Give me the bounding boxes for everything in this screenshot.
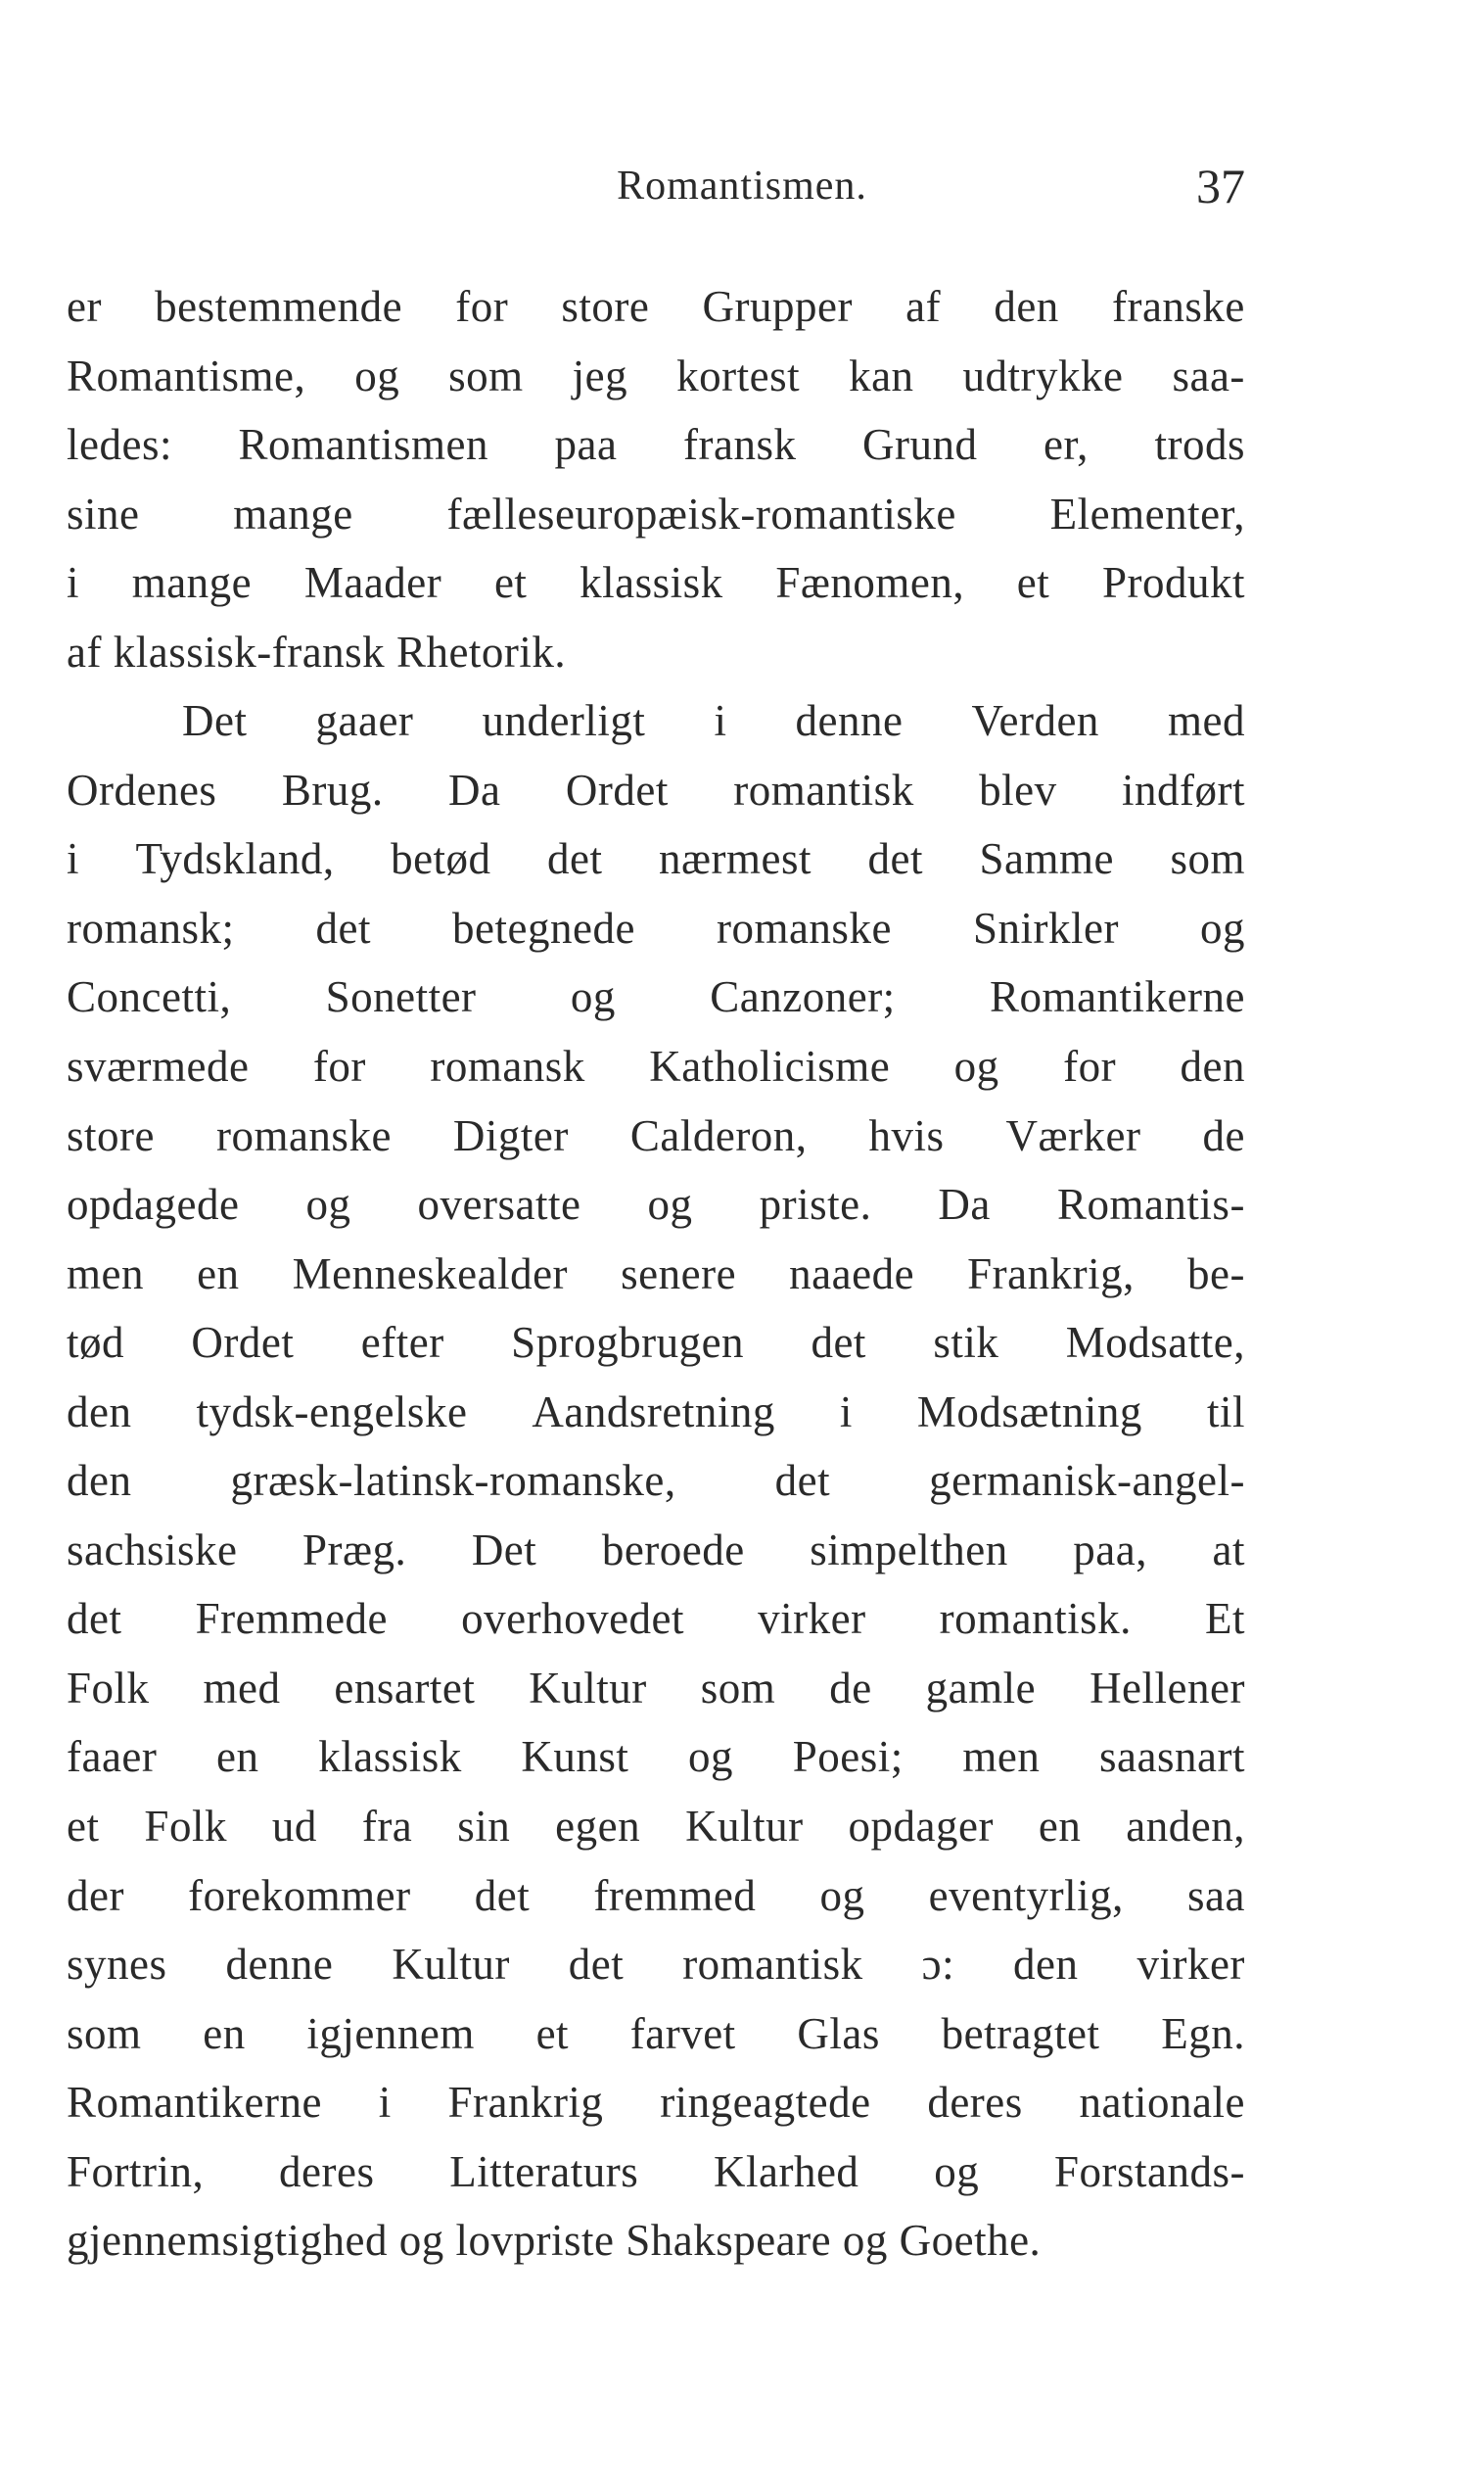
word: naaede — [789, 1248, 915, 1298]
text-line — [67, 1861, 1245, 1931]
word: Concetti, — [67, 972, 232, 1022]
word: en — [197, 1248, 240, 1298]
page-number: 37 — [1196, 159, 1245, 213]
word: bestemmende — [155, 282, 403, 331]
word: i — [67, 558, 80, 608]
word: Det — [471, 1525, 537, 1574]
word: det — [811, 1318, 866, 1368]
word: store — [67, 1110, 155, 1160]
word: og — [953, 1042, 999, 1092]
word: forekommer — [188, 1870, 411, 1920]
word: romanske — [215, 1110, 392, 1160]
word: Katholicisme — [649, 1042, 891, 1092]
word: saa- — [1172, 351, 1245, 400]
word: faaer — [67, 1732, 158, 1782]
word: romansk; — [67, 903, 235, 953]
word: men — [962, 1732, 1041, 1782]
word: Præg. — [302, 1525, 407, 1574]
word: for — [455, 282, 509, 331]
word: gamle — [925, 1663, 1037, 1713]
text-line — [67, 824, 1245, 894]
word: betød — [391, 834, 491, 884]
word: som — [67, 2008, 142, 2058]
word: for — [312, 1042, 366, 1092]
word: og — [819, 1870, 865, 1920]
word: germanisk-angel- — [929, 1456, 1245, 1506]
word: romantisk — [733, 765, 914, 815]
word: til — [1206, 1386, 1245, 1436]
word: Produkt — [1101, 558, 1245, 608]
word: en — [203, 2008, 246, 2058]
word: Modsatte, — [1065, 1318, 1245, 1368]
word: overhovedet — [461, 1594, 685, 1644]
word: og — [570, 972, 616, 1022]
word: Folk — [144, 1802, 227, 1852]
word: nationale — [1079, 2078, 1245, 2128]
word: Et — [1205, 1594, 1245, 1644]
body-text — [67, 272, 1245, 2276]
word: store — [561, 282, 650, 331]
word: oversatte — [417, 1180, 581, 1230]
word: betragtet — [941, 2008, 1100, 2058]
word: et — [67, 1802, 100, 1852]
word: en — [1038, 1802, 1082, 1852]
word: det — [547, 834, 603, 884]
word: Sprogbrugen — [511, 1318, 745, 1368]
word: Glas — [797, 2008, 880, 2058]
word: der — [67, 1870, 124, 1920]
word: ledes: — [67, 420, 172, 470]
text-line — [67, 1102, 1245, 1171]
word: af — [905, 282, 942, 331]
word: Klarhed — [714, 2146, 859, 2196]
word: Fortrin, — [67, 2146, 205, 2196]
word: fra — [361, 1802, 413, 1852]
word: Grupper — [702, 282, 853, 331]
word: mange — [131, 558, 253, 608]
word: Verden — [971, 696, 1099, 746]
word: det — [867, 834, 923, 884]
word: betegnede — [452, 903, 635, 953]
word: et — [535, 2008, 570, 2058]
word: i — [839, 1386, 853, 1436]
word: udtrykke — [962, 351, 1124, 400]
word: trods — [1154, 420, 1245, 470]
word: af — [67, 627, 114, 677]
word: Menneskealder — [292, 1248, 569, 1298]
word: Kunst — [521, 1732, 629, 1782]
text-line — [67, 1999, 1245, 2069]
word: sine — [67, 489, 140, 539]
word: saasnart — [1099, 1732, 1245, 1782]
word: og — [647, 1180, 693, 1230]
word: kan — [849, 351, 914, 400]
word: den — [67, 1386, 132, 1436]
word: og — [688, 1732, 734, 1782]
word: at — [1212, 1525, 1245, 1574]
word: de — [829, 1663, 872, 1713]
word: det — [474, 1870, 531, 1920]
word: blev — [979, 765, 1057, 815]
word: sachsiske — [67, 1525, 238, 1574]
word: Poesi; — [792, 1732, 904, 1782]
word: Ordet — [565, 765, 669, 815]
word: Sonetter — [325, 972, 477, 1022]
word: Hellener — [1090, 1663, 1245, 1713]
word: Romantismen — [238, 420, 488, 470]
text-line — [67, 1722, 1245, 1792]
word: egen — [555, 1802, 641, 1852]
word: Fænomen, — [775, 558, 965, 608]
text-line — [67, 756, 1245, 825]
word: ensartet — [334, 1663, 476, 1713]
word: Da — [447, 765, 501, 815]
word: Romantis- — [1056, 1180, 1245, 1230]
word: stik — [933, 1318, 999, 1368]
word: og — [934, 2146, 980, 2196]
word: Ordenes — [67, 765, 217, 815]
word: er — [67, 282, 102, 331]
text-line — [67, 1654, 1245, 1723]
word: Romantikerne — [67, 2078, 322, 2128]
word: det — [568, 1940, 625, 1990]
word: efter — [360, 1318, 444, 1368]
word: Da — [938, 1180, 991, 1230]
word: Romantikerne — [990, 972, 1245, 1022]
word: priste. — [759, 1180, 872, 1230]
word: Brug. — [281, 765, 384, 815]
word: det — [774, 1456, 831, 1506]
text-line — [67, 548, 1245, 618]
word: kortest — [676, 351, 801, 400]
text-line — [67, 342, 1245, 411]
text-line — [67, 1378, 1245, 1447]
word: Frankrig, — [967, 1248, 1135, 1298]
word: opdagede — [67, 1180, 240, 1230]
text-line — [67, 2137, 1245, 2207]
text-line — [67, 962, 1245, 1032]
word: klassisk-fransk — [113, 627, 396, 677]
word: Værker — [1005, 1110, 1141, 1160]
text-line — [67, 1792, 1245, 1861]
word: Egn. — [1161, 2008, 1245, 2058]
text-line — [67, 2068, 1245, 2137]
word: Snirkler — [972, 903, 1119, 953]
text-line — [67, 2206, 1245, 2276]
word: Fremmede — [195, 1594, 389, 1644]
word: ɔ: — [921, 1940, 955, 1990]
word: gjennemsigtighed — [67, 2216, 399, 2266]
word: farvet — [629, 2008, 736, 2058]
word: med — [203, 1663, 281, 1713]
word: Ordet — [191, 1318, 295, 1368]
word: som — [1170, 834, 1245, 884]
word: Folk — [67, 1663, 150, 1713]
word: nærmest — [659, 834, 812, 884]
text-line — [67, 618, 1245, 687]
text-line — [67, 1930, 1245, 1999]
word: i — [714, 696, 727, 746]
word: virker — [1136, 1940, 1245, 1990]
word: deres — [279, 2146, 375, 2196]
word: Forstands- — [1054, 2146, 1245, 2196]
word: tydsk-engelske — [196, 1386, 468, 1436]
word: er, — [1043, 420, 1089, 470]
word: senere — [621, 1248, 737, 1298]
word: men — [67, 1248, 144, 1298]
word: romanske — [716, 903, 892, 953]
word: klassisk — [318, 1732, 462, 1782]
text-line — [67, 410, 1245, 480]
word: paa — [554, 420, 618, 470]
word: en — [216, 1732, 259, 1782]
running-title: Romantismen. — [617, 164, 867, 209]
word: fremmed — [593, 1870, 757, 1920]
word: klassisk — [580, 558, 723, 608]
word: Kultur — [685, 1802, 804, 1852]
word: virker — [758, 1594, 866, 1644]
text-line — [67, 686, 1245, 756]
word: gaaer — [315, 696, 414, 746]
word: Grund — [862, 420, 978, 470]
word: og — [354, 351, 400, 400]
word: i — [67, 834, 80, 884]
word: Goethe. — [899, 2216, 1042, 2266]
word: og — [842, 2216, 900, 2266]
word: Calderon, — [629, 1110, 808, 1160]
word: deres — [927, 2078, 1023, 2128]
word: romantisk — [682, 1940, 863, 1990]
word: Maader — [303, 558, 442, 608]
text-line — [67, 272, 1245, 342]
text-line — [67, 1240, 1245, 1309]
word: Rhetorik. — [395, 627, 567, 677]
word: og — [305, 1180, 351, 1230]
word: Samme — [979, 834, 1114, 884]
word: romansk — [430, 1042, 585, 1092]
word: og — [1199, 903, 1245, 953]
word: mange — [233, 489, 353, 539]
word: Frankrig — [447, 2078, 604, 2128]
word: Aandsretning — [532, 1386, 775, 1436]
word: Modsætning — [916, 1386, 1142, 1436]
word: ringeagtede — [660, 2078, 871, 2128]
word: Tydskland, — [135, 834, 335, 884]
word: Det — [182, 696, 248, 746]
text-line — [67, 1584, 1245, 1654]
text-line — [67, 894, 1245, 963]
word: et — [493, 558, 528, 608]
text-line — [67, 1308, 1245, 1378]
word: Kultur — [529, 1663, 647, 1713]
word: denne — [795, 696, 904, 746]
text-line — [67, 1446, 1245, 1516]
word: denne — [225, 1940, 334, 1990]
word: romantisk. — [939, 1594, 1132, 1644]
word: paa, — [1073, 1525, 1147, 1574]
word: beroede — [601, 1525, 745, 1574]
word: det — [67, 1594, 122, 1644]
word: anden, — [1126, 1802, 1245, 1852]
word: det — [315, 903, 371, 953]
word: synes — [67, 1940, 167, 1990]
word: igjennem — [306, 2008, 475, 2058]
word: i — [378, 2078, 392, 2128]
word: Elementer, — [1049, 489, 1245, 539]
word: et — [1016, 558, 1050, 608]
word: indført — [1121, 765, 1245, 815]
text-line — [67, 1032, 1245, 1102]
word: opdager — [848, 1802, 994, 1852]
word: Shakspeare — [626, 2216, 843, 2266]
word: sin — [457, 1802, 511, 1852]
word: Litteraturs — [449, 2146, 639, 2196]
word: den — [1013, 1940, 1079, 1990]
word: den — [67, 1456, 132, 1506]
word: hvis — [868, 1110, 945, 1160]
word: ud — [271, 1802, 317, 1852]
word: Canzoner; — [710, 972, 896, 1022]
word: Digter — [452, 1110, 569, 1160]
word: tød — [67, 1318, 125, 1368]
text-line — [67, 1516, 1245, 1585]
word: eventyrlig, — [928, 1870, 1124, 1920]
word: den — [1180, 1042, 1245, 1092]
word: franske — [1111, 282, 1245, 331]
word: de — [1202, 1110, 1245, 1160]
word: fælleseuropæisk-romantiske — [446, 489, 956, 539]
word: den — [994, 282, 1059, 331]
word: underligt — [482, 696, 646, 746]
word: be- — [1186, 1248, 1245, 1298]
word: saa — [1187, 1870, 1245, 1920]
word: lovpriste — [455, 2216, 626, 2266]
word: simpelthen — [810, 1525, 1008, 1574]
word: Romantisme, — [67, 351, 306, 400]
word: som — [700, 1663, 776, 1713]
word: for — [1063, 1042, 1117, 1092]
word: som — [448, 351, 524, 400]
word: Kultur — [392, 1940, 510, 1990]
word: sværmede — [67, 1042, 250, 1092]
word: med — [1167, 696, 1245, 746]
word: græsk-latinsk-romanske, — [230, 1456, 676, 1506]
word: fransk — [683, 420, 797, 470]
word: og — [398, 2216, 456, 2266]
text-line — [67, 480, 1245, 549]
word: jeg — [572, 351, 628, 400]
text-line — [67, 1170, 1245, 1240]
running-header — [0, 157, 1484, 215]
